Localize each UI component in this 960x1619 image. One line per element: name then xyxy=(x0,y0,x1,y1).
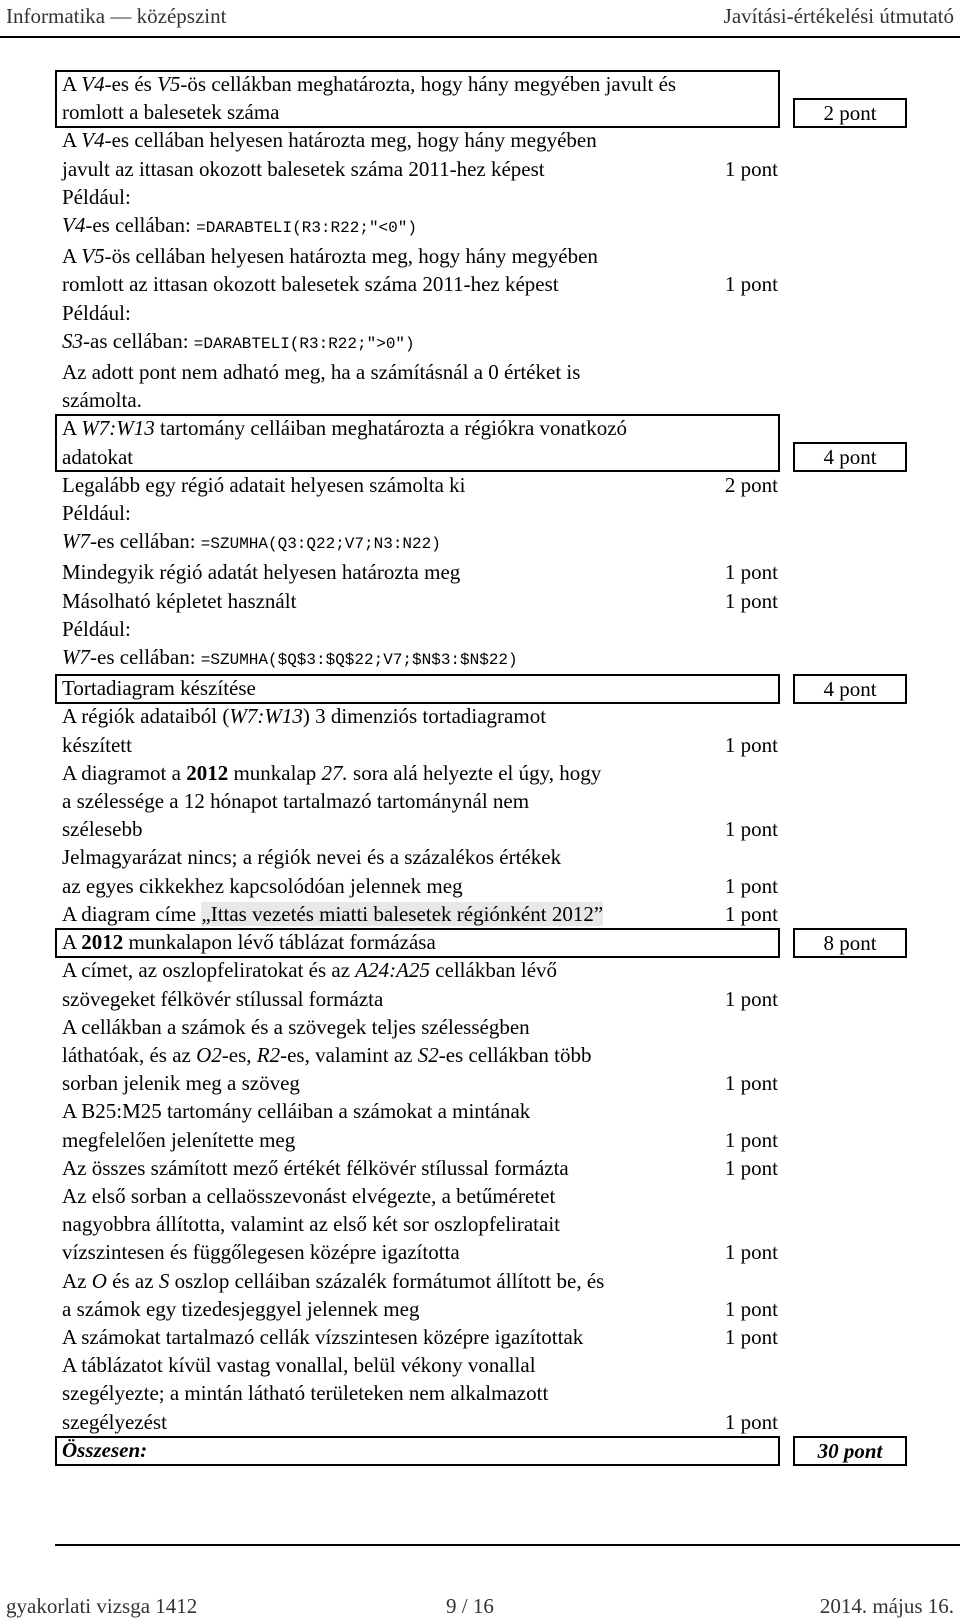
text-line: A címet, az oszlopfeliratokat és az A24:A25 cellákban lévő xyxy=(62,958,558,983)
total-row xyxy=(55,1436,907,1464)
text-line: A V4-es és V5-ös cellákban meghatározta, hogy hány megyében javult és xyxy=(62,72,677,96)
page-header xyxy=(6,2,954,30)
text-line: romlott az ittasan okozott balesetek száma 2011-hez képest 1 pont xyxy=(55,270,907,298)
text-line: A V4-es cellában helyesen határozta meg, hogy hány megyében xyxy=(62,128,597,153)
text-line: A diagram címe „Ittas vezetés miatti balesetek régiónként 2012” 1 pont xyxy=(55,900,907,928)
text-line: Jelmagyarázat nincs; a régiók nevei és a százalékos értékek xyxy=(62,845,562,870)
section-title: Tortadiagram készítése xyxy=(62,676,256,701)
page-footer xyxy=(6,1594,954,1618)
formula: =DARABTELI(R3:R22;">0") xyxy=(193,334,415,353)
item-points: 1 pont xyxy=(724,1324,778,1349)
formula-line: W7-es cellában: =SZUMHA($Q$3:$Q$22;V7;$N$3:$N$22) xyxy=(62,645,518,670)
formula: =DARABTELI(R3:R22;"<0") xyxy=(196,219,417,238)
item-points: 1 pont xyxy=(724,156,778,181)
text-line: Legalább egy régió adatait helyesen számolta ki 2 pont xyxy=(55,471,907,499)
total-points: 30 pont xyxy=(793,1436,907,1466)
formula-line: W7-es cellában: =SZUMHA(Q3:Q22;V7;N3:N22) xyxy=(62,529,441,554)
scoring-content xyxy=(55,70,907,1464)
section-v4-v5 xyxy=(55,70,907,414)
text-line: A számokat tartalmazó cellák vízszintesen középre igazítottak 1 pont xyxy=(55,1323,907,1351)
item-points: 1 pont xyxy=(724,1240,778,1265)
section-points: 4 pont xyxy=(793,674,907,704)
text-line: Az első sorban a cellaösszevonást elvégezte, a betűméretet xyxy=(62,1183,556,1208)
text-line: A B25:M25 tartomány celláiban a számokat a mintának xyxy=(62,1099,531,1124)
text-line: A W7:W13 tartomány celláiban meghatározta a régiókra vonatkozó xyxy=(62,416,628,441)
text-line: romlott a balesetek száma xyxy=(62,100,280,125)
item-points: 1 pont xyxy=(724,588,778,613)
text-line: A cellákban a számok és a szövegek teljes szélességben xyxy=(62,1014,530,1039)
text-line: a számok egy tizedesjeggyel jelennek meg 1 pont xyxy=(55,1295,907,1323)
section-points: 4 pont xyxy=(793,442,907,472)
text-line: Például: xyxy=(62,616,131,641)
text-line: A régiók adataiból (W7:W13) 3 dimenziós tortadiagramot xyxy=(62,704,547,729)
item-points: 1 pont xyxy=(724,901,778,926)
text-line: Másolható képletet használt 1 pont xyxy=(55,587,907,615)
text-line: Például: xyxy=(62,184,131,209)
chart-title-text: „Ittas vezetés miatti balesetek régiónként 2012” xyxy=(201,901,604,926)
item-points: 1 pont xyxy=(724,1127,778,1152)
section-points: 8 pont xyxy=(793,928,907,958)
text-line: Az O és az S oszlop celláiban százalék formátumot állított be, és xyxy=(62,1268,605,1293)
section-points: 2 pont xyxy=(793,98,907,128)
text-line: láthatóak, és az O2-es, R2-es, valamint az S2-es cellákban több xyxy=(62,1042,592,1067)
item-points: 1 pont xyxy=(724,873,778,898)
text-line: nagyobbra állította, valamint az első két sor oszlopfeliratait xyxy=(62,1212,561,1237)
text-line: Például: xyxy=(62,300,131,325)
text-line: készített 1 pont xyxy=(55,731,907,759)
text-line: Az összes számított mező értékét félkövér stílussal formázta 1 pont xyxy=(55,1154,907,1182)
item-points: 1 pont xyxy=(724,986,778,1011)
text-line: szélesebb 1 pont xyxy=(55,815,907,843)
item-points: 1 pont xyxy=(724,272,778,297)
header-rule xyxy=(0,36,960,38)
section-title: A 2012 munkalapon lévő táblázat formázása xyxy=(62,930,436,955)
item-points: 1 pont xyxy=(724,1155,778,1180)
text-line: szövegeket félkövér stílussal formázta 1 pont xyxy=(55,985,907,1013)
section-table-format xyxy=(55,928,907,1436)
text-line: szegélyezte; a mintán látható területeken nem alkalmazott xyxy=(62,1381,549,1406)
text-line: számolta. xyxy=(62,388,142,413)
footer-left: gyakorlati vizsga 1412 xyxy=(6,1594,198,1618)
page-number: 9 / 16 xyxy=(446,1594,494,1618)
item-points: 2 pont xyxy=(724,472,778,497)
text-line: Mindegyik régió adatát helyesen határozta meg 1 pont xyxy=(55,558,907,586)
text-line: megfelelően jelenítette meg 1 pont xyxy=(55,1126,907,1154)
header-left: Informatika — középszint xyxy=(6,3,227,28)
item-points: 1 pont xyxy=(724,732,778,757)
text-line: Például: xyxy=(62,501,131,526)
text-line: a szélessége a 12 hónapot tartalmazó tartománynál nem xyxy=(62,789,530,814)
total-label: Összesen: xyxy=(62,1437,148,1462)
formula: =SZUMHA($Q$3:$Q$22;V7;$N$3:$N$22) xyxy=(200,651,518,670)
footer-date: 2014. május 16. xyxy=(819,1594,954,1618)
section-w7-w13 xyxy=(55,414,907,674)
text-line: sorban jelenik meg a szöveg 1 pont xyxy=(55,1069,907,1097)
text-line: vízszintesen és függőlegesen középre igazította 1 pont xyxy=(55,1238,907,1266)
formula-line: V4-es cellában: =DARABTELI(R3:R22;"<0") xyxy=(62,213,417,238)
header-right: Javítási-értékelési útmutató xyxy=(723,3,954,28)
formula-line: S3-as cellában: =DARABTELI(R3:R22;">0") xyxy=(62,328,415,353)
item-points: 1 pont xyxy=(724,1071,778,1096)
text-line: A V5-ös cellában helyesen határozta meg, hogy hány megyében xyxy=(62,244,598,269)
text-line: adatokat xyxy=(62,444,134,469)
footer-rule xyxy=(55,1544,960,1546)
formula: =SZUMHA(Q3:Q22;V7;N3:N22) xyxy=(200,535,441,554)
text-line: A diagramot a 2012 munkalap 27. sora alá helyezte el úgy, hogy xyxy=(62,760,602,785)
section-pie-chart xyxy=(55,674,907,928)
text-line: szegélyezést 1 pont xyxy=(55,1408,907,1436)
text-line: javult az ittasan okozott balesetek száma 2011-hez képest 1 pont xyxy=(55,155,907,183)
item-points: 1 pont xyxy=(724,817,778,842)
item-points: 1 pont xyxy=(724,1296,778,1321)
item-points: 1 pont xyxy=(724,560,778,585)
item-points: 1 pont xyxy=(724,1409,778,1434)
text-line: A táblázatot kívül vastag vonallal, belül vékony vonallal xyxy=(62,1353,536,1378)
text-line: az egyes cikkekhez kapcsolódóan jelennek meg 1 pont xyxy=(55,872,907,900)
text-line: Az adott pont nem adható meg, ha a számításnál a 0 értéket is xyxy=(62,360,581,385)
